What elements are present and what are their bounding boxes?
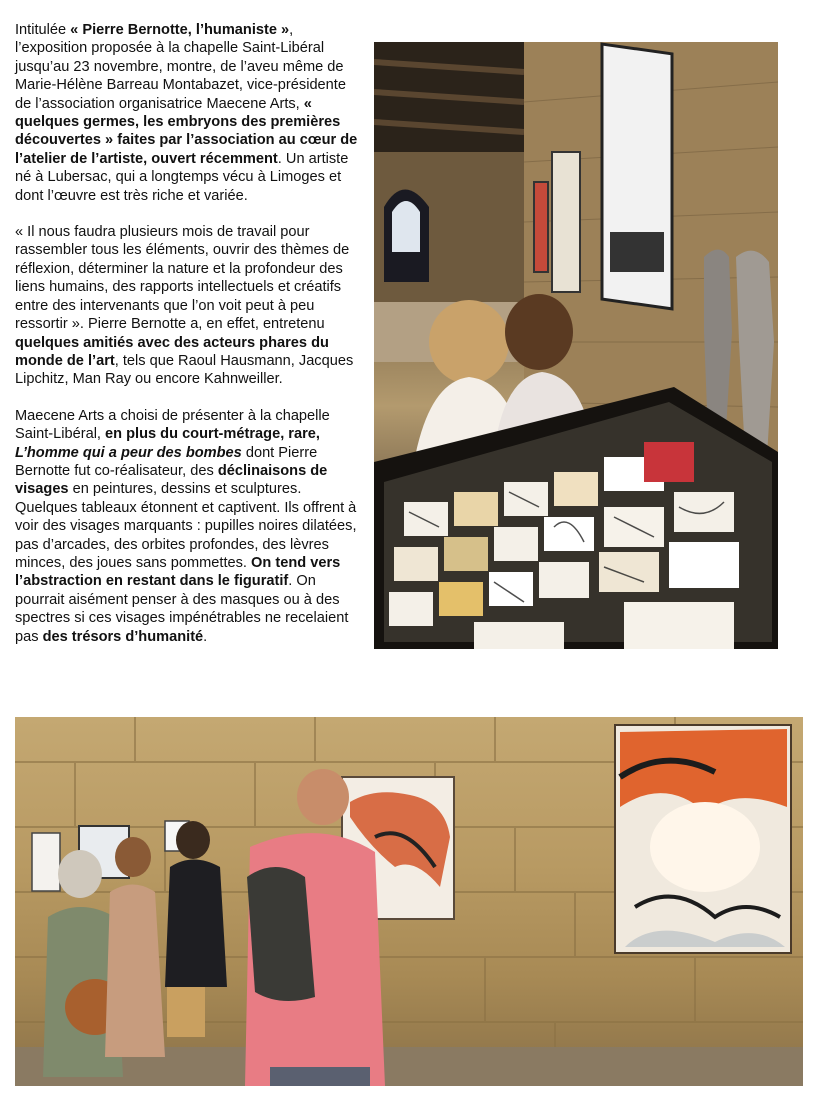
photo-bottom-illustration	[15, 717, 803, 1086]
text-segment: en peintures, dessins et sculptures. Quelques tableaux étonnent et captivent. Ils offrent à voir des visages marquants : pupilles noires dilatées, pas d’arcades, des orbites profondes, des lèvres minces, des joues sans pommettes.	[15, 481, 357, 571]
photo-visitors-gallery	[15, 717, 803, 1086]
bold-text-segment: des trésors d’humanité	[42, 628, 204, 645]
bold-text-segment: quelques amitiés avec des acteurs phares du monde de l’art	[15, 334, 329, 369]
text-segment: Intitulée	[15, 22, 71, 38]
paragraph-1	[15, 21, 360, 205]
paragraph-3	[15, 407, 360, 646]
text-segment: .	[203, 628, 208, 645]
bold-text-segment: « quelques germes, les embryons des premières découvertes » faites par l’association au cœur de l’atelier de l’artiste, ouvert récemment	[15, 95, 358, 167]
text-segment: . On pourrait aisément penser à des masques ou à des spectres si ces visages impénétrables ne recelaient pas	[15, 573, 349, 645]
text-segment: dont Pierre Bernotte fut co-réalisateur, des	[15, 444, 318, 479]
bold-text-segment: « Pierre Bernotte, l’humaniste »	[70, 22, 290, 38]
bold-text-segment: déclinaisons de visages	[15, 462, 328, 498]
text-segment: . Un artiste né à Lubersac, qui a longtemps vécu à Limoges et dont l’œuvre est très riche et variée.	[15, 150, 349, 204]
text-segment: Maecene Arts a choisi de présenter à la chapelle Saint-Libéral,	[15, 407, 330, 443]
text-segment: , l’exposition proposée à la chapelle Saint-Libéral jusqu’au 23 novembre, montre, de l’aveu même de Marie-Hélène Barreau Montabazet, vice-présidente de l’association organisatrice Maecene Arts,	[15, 22, 346, 112]
text-segment: , tels que Raoul Hausmann, Jacques Lipchitz, Man Ray ou encore Kahnweiller.	[15, 352, 354, 388]
text-segment: « Il nous faudra plusieurs mois de travail pour rassembler tous les éléments, ouvrir des thèmes de réflexion, déterminer la nature et la profondeur des liens humains, des rapports intellectuels et créatifs entre des intervenants que l’on voit peut à peu ressortir ». Pierre Bernotte a, en effet, entretenu	[15, 224, 350, 333]
bold-text-segment: On tend vers l’abstraction en restant dans le figuratif	[15, 554, 341, 590]
photo-children-display-case	[374, 42, 778, 649]
article-text	[15, 21, 360, 664]
bold-text-segment: L’homme qui a peur des bombes	[15, 444, 242, 461]
paragraph-2	[15, 223, 360, 389]
photo-top-illustration	[374, 42, 778, 649]
bold-text-segment: en plus du court-métrage, rare,	[105, 426, 320, 443]
